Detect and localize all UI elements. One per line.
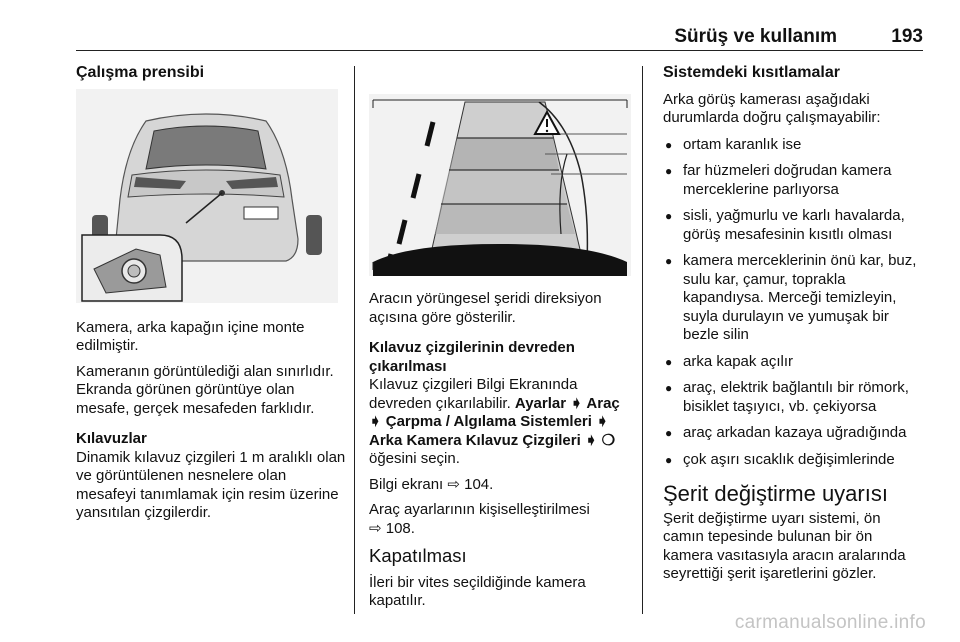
list-item: ● araç arkadan kazaya uğradığında — [663, 424, 925, 443]
column-1 — [76, 64, 346, 530]
column-divider-1 — [354, 66, 355, 614]
subheading-guidelines: Kılavuzlar — [76, 430, 147, 447]
paragraph-switching-off: İleri bir vites seçildiğinde kamera kapatılır. — [369, 573, 586, 609]
section-heading-switching-off: Kapatılması — [369, 545, 467, 566]
paragraph-trajectory: Aracın yörüngesel şeridi direksiyon açısına göre gösterilir. — [369, 290, 602, 326]
paragraph-disable-guidelines — [369, 376, 635, 469]
header-rule — [76, 50, 923, 51]
page-ref: ⇨ 108. — [369, 519, 415, 537]
column-divider-2 — [642, 66, 643, 614]
paragraph-lane-departure: Şerit değiştirme uyarı sistemi, ön camın tepesinde bulunan bir ön kamera vasıtasıyla aracın aralarında seyrettiği şerit işaretlerini gözler. — [663, 509, 906, 582]
disable-text: Kılavuz çizgileri Bilgi Ekranında devreden çıkarılabilir. — [369, 376, 578, 412]
list-item: ● sisli, yağmurlu ve karlı havalarda, görüş mesafesinin kısıtlı olması — [663, 207, 925, 244]
list-item: ● çok aşırı sıcaklık değişimlerinde — [663, 451, 925, 470]
personalization-text: Araç ayarlarının kişiselleştirilmesi — [369, 501, 590, 518]
paragraph-camera-location: Kamera, arka kapağın içine monte edilmiştir. — [76, 318, 305, 354]
paragraph-guidelines: Dinamik kılavuz çizgileri 1 m aralıklı olan ve görüntülenen nesnelere olan mesafeyi tanımlamak için resim üzerine yansıtılan çizgilerdir. — [76, 448, 346, 521]
list-item: ● kamera merceklerinin önü kar, buz, sulu kar, çamur, toprakla kapandıysa. Merceği temizleyin, suyla durulayın ve yumuşak bir bezle silin — [663, 252, 925, 345]
section-heading-working-principle: Çalışma prensibi — [76, 64, 205, 81]
watermark: carmanualsonline.info — [734, 612, 926, 633]
limitations-list — [663, 136, 925, 470]
page-number: 193 — [891, 26, 923, 47]
column-3 — [663, 64, 925, 591]
settings-menu-path: Ayarlar ➧ Araç ➧ Çarpma / Algılama Sistemleri ➧ Arka Kamera Kılavuz Çizgileri ➧ ❍ — [369, 394, 620, 449]
paragraph-info-display-ref: Bilgi ekranı ⇨ 104. — [369, 475, 494, 493]
list-item: ● arka kapak açılır — [663, 353, 925, 372]
car-rear-camera-illustration — [76, 89, 338, 303]
subheading-disable-guidelines: Kılavuz çizgilerinin devreden çıkarılması — [369, 339, 575, 375]
list-item: ● far hüzmeleri doğrudan kamera merceklerine parlıyorsa — [663, 162, 925, 199]
camera-display-illustration — [369, 94, 631, 276]
header-title: Sürüş ve kullanım — [674, 26, 837, 47]
paragraph-view-limits: Kameranın görüntülediği alan sınırlıdır. Ekranda görünen görüntüye olan mesafe, gerçek mesafeden farklıdır. — [76, 362, 334, 417]
section-heading-limitations: Sistemdeki kısıtlamalar — [663, 64, 840, 81]
paragraph-limitations-intro: Arka görüş kamerası aşağıdaki durumlarda doğru çalışmayabilir: — [663, 90, 881, 126]
list-item: ● araç, elektrik bağlantılı bir römork, bisiklet taşıyıcı, vb. çekiyorsa — [663, 379, 925, 416]
disable-text-end: öğesini seçin. — [369, 450, 460, 467]
column-2 — [369, 94, 635, 618]
paragraph-personalization-ref — [369, 501, 635, 538]
list-item: ● ortam karanlık ise — [663, 136, 925, 155]
section-heading-lane-departure: Şerit değiştirme uyarısı — [663, 481, 888, 506]
